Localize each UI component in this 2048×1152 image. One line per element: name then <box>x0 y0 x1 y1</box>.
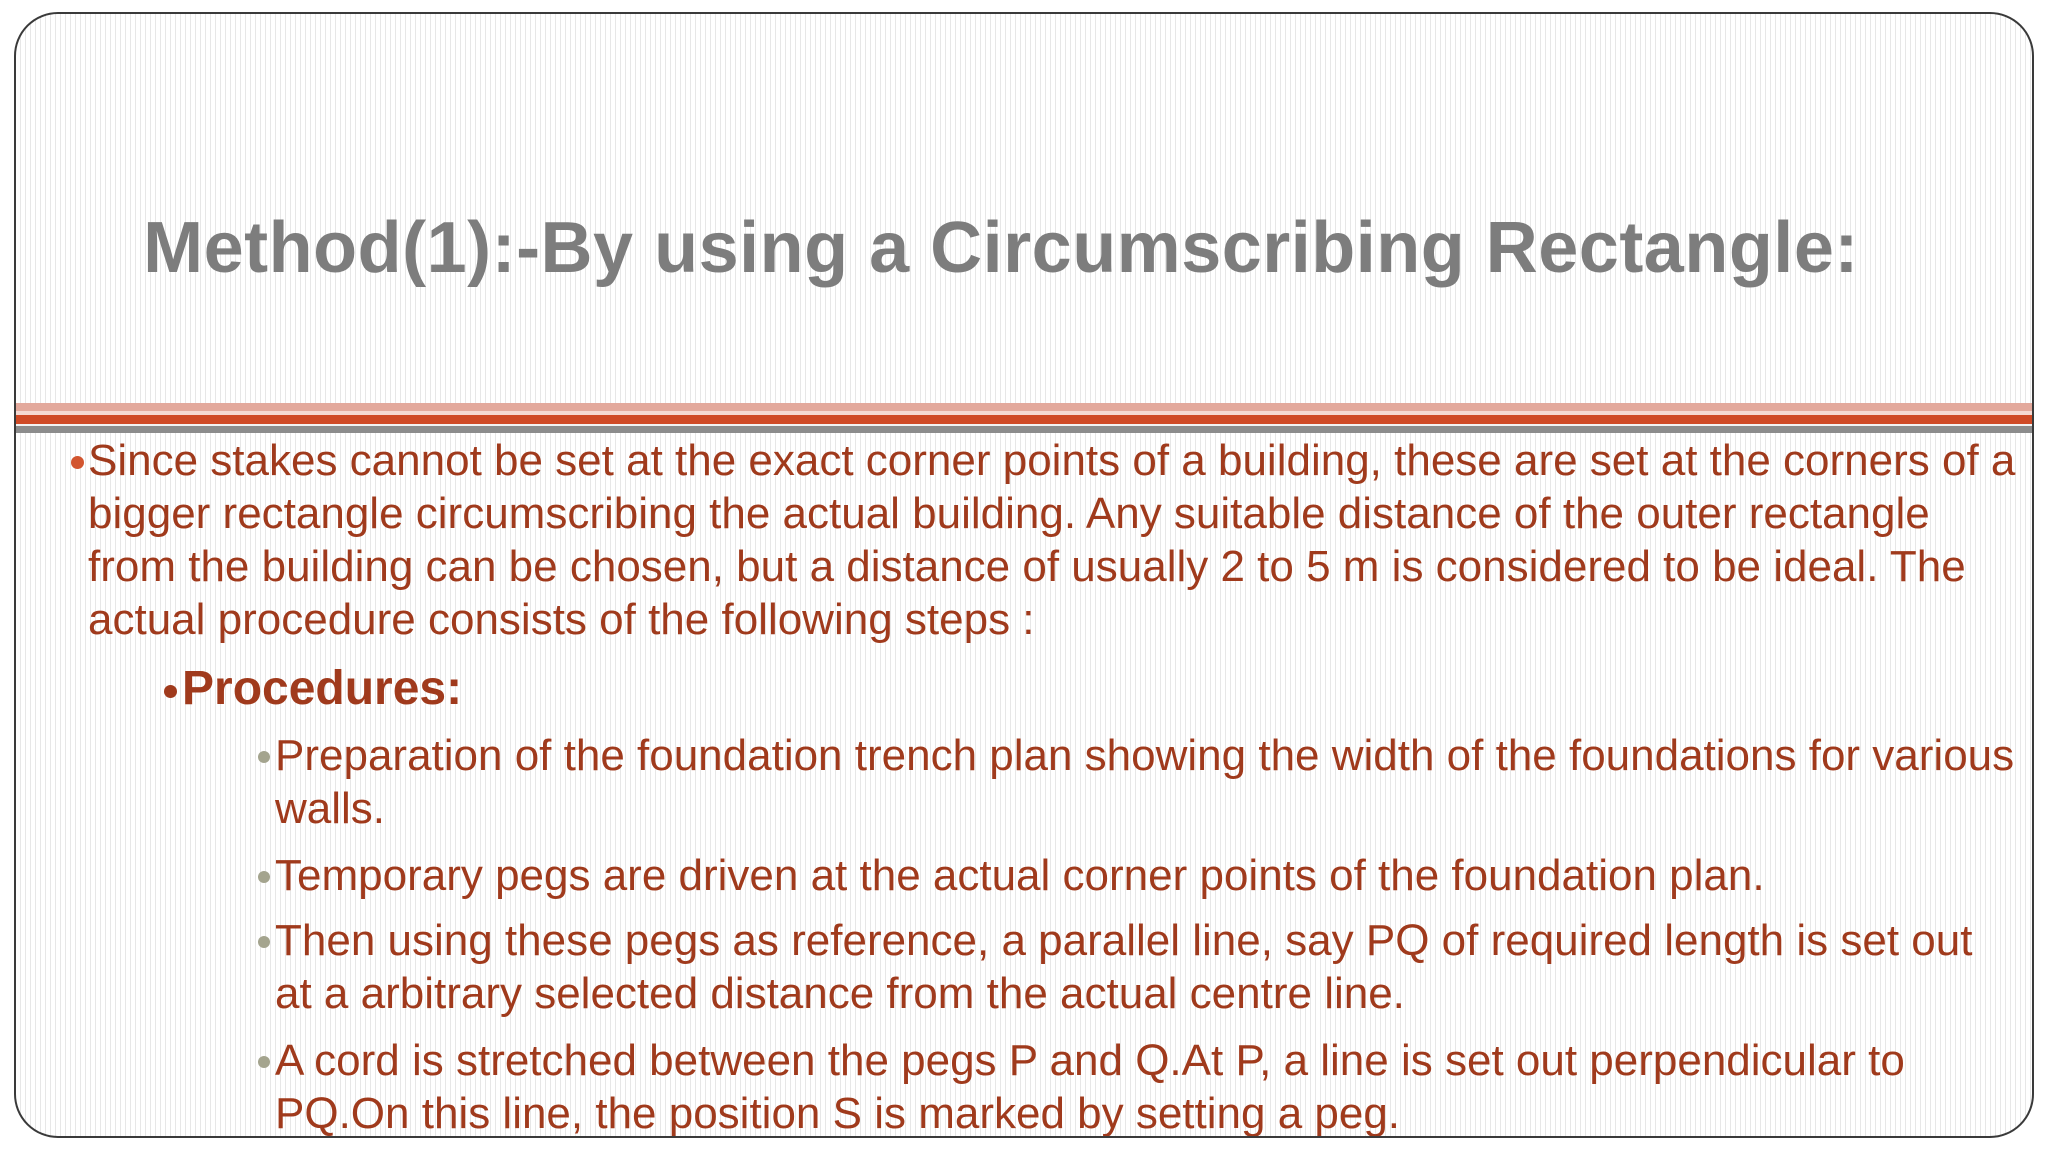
intro-bullet <box>88 434 2018 646</box>
bullet-icon <box>258 1056 270 1068</box>
bullet-icon <box>164 685 177 698</box>
procedure-item-4 <box>275 1034 2015 1138</box>
intro-text: Since stakes cannot be set at the exact corner points of a building, these are set at the corners of a bigger rectangle circumscribing the actual building. Any suitable distance of the outer rectangle from the building can be chosen, but a distance of usually 2 to 5 m is considered to be ideal. The actual procedure consists of the following steps : <box>88 436 2016 644</box>
procedure-text: Preparation of the foundation trench plan showing the width of the foundations for various walls. <box>275 731 2015 833</box>
bullet-icon <box>258 751 270 763</box>
procedure-text: A cord is stretched between the pegs P and Q.At P, a line is set out perpendicular to PQ.On this line, the position S is marked by setting a peg. <box>275 1036 1905 1138</box>
slide-title: Method(1):-By using a Circumscribing Rectangle: <box>143 208 1859 288</box>
procedures-heading-bullet <box>182 659 1982 719</box>
bullet-icon <box>258 871 270 883</box>
bullet-icon <box>71 456 84 469</box>
slide-body <box>16 14 2032 1136</box>
procedure-item-1 <box>275 729 2015 835</box>
procedures-heading: Procedures: <box>182 662 463 715</box>
procedure-text: Temporary pegs are driven at the actual corner points of the foundation plan. <box>275 851 1765 900</box>
slide <box>14 12 2034 1138</box>
procedure-item-2 <box>275 849 2015 902</box>
procedure-item-3 <box>275 914 2015 1020</box>
bullet-icon <box>258 936 270 948</box>
procedure-text: Then using these pegs as reference, a parallel line, say PQ of required length is set out at a arbitrary selected distance from the actual centre line. <box>275 916 1973 1018</box>
